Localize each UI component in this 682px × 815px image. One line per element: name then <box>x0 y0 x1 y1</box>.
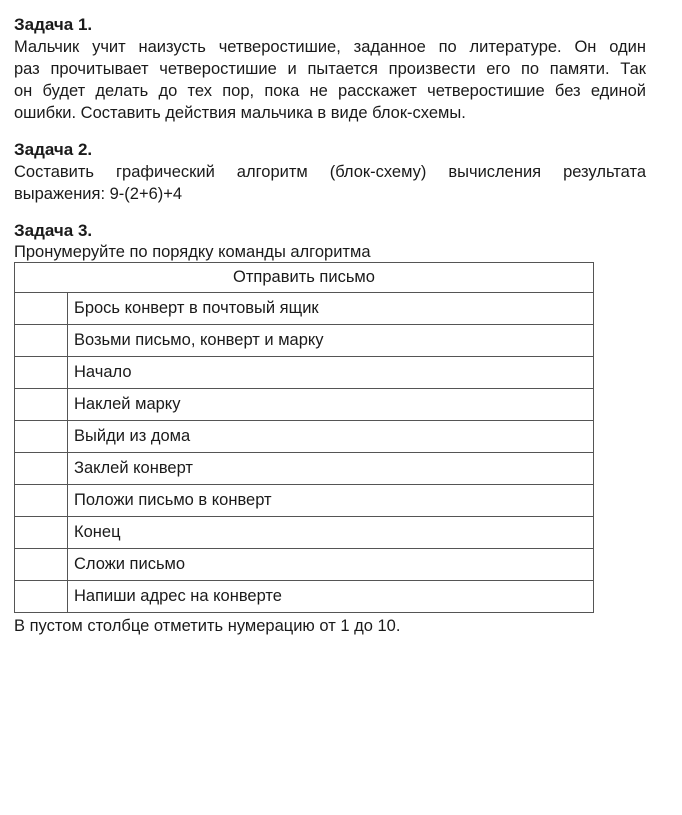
task-3-intro: Пронумеруйте по порядку команды алгоритма <box>14 243 371 261</box>
number-cell[interactable] <box>15 421 68 453</box>
task-2-line: Составить графический алгоритм (блок-схему) вычисления результата <box>14 163 646 181</box>
task-1-title: Задача 1. <box>14 15 93 34</box>
command-cell: Сложи письмо <box>68 549 594 581</box>
command-cell: Выйди из дома <box>68 421 594 453</box>
number-cell[interactable] <box>15 453 68 485</box>
number-cell[interactable] <box>15 357 68 389</box>
table-row <box>15 581 594 613</box>
task-1 <box>14 14 646 124</box>
command-cell: Конец <box>68 517 594 549</box>
algorithm-table <box>14 262 594 613</box>
command-cell: Напиши адрес на конверте <box>68 581 594 613</box>
number-cell[interactable] <box>15 581 68 613</box>
number-cell[interactable] <box>15 389 68 421</box>
task-2-line: выражения: 9-(2+6)+4 <box>14 185 183 203</box>
table-row <box>15 357 594 389</box>
table-row <box>15 389 594 421</box>
number-cell[interactable] <box>15 485 68 517</box>
task-3 <box>14 220 646 637</box>
task-1-line: он будет делать до тех пор, пока не расскажет четверостишие без единой <box>14 82 646 100</box>
table-row <box>15 293 594 325</box>
task-1-line: раз прочитывает четверостишие и пытается произвести его по памяти. Так <box>14 60 646 78</box>
table-header: Отправить письмо <box>15 263 594 293</box>
command-cell: Возьми письмо, конверт и марку <box>68 325 594 357</box>
command-cell: Заклей конверт <box>68 453 594 485</box>
number-cell[interactable] <box>15 517 68 549</box>
table-row <box>15 517 594 549</box>
table-row <box>15 421 594 453</box>
task-2 <box>14 139 646 205</box>
command-cell: Положи письмо в конверт <box>68 485 594 517</box>
table-row <box>15 453 594 485</box>
number-cell[interactable] <box>15 293 68 325</box>
task-1-line: ошибки. Составить действия мальчика в виде блок-схемы. <box>14 104 466 122</box>
table-row <box>15 549 594 581</box>
task-1-text <box>14 36 646 124</box>
task-3-title: Задача 3. <box>14 221 93 240</box>
task-2-text <box>14 161 646 205</box>
table-row <box>15 485 594 517</box>
command-cell: Брось конверт в почтовый ящик <box>68 293 594 325</box>
number-cell[interactable] <box>15 325 68 357</box>
worksheet <box>14 14 646 637</box>
task-3-note: В пустом столбце отметить нумерацию от 1 до 10. <box>14 617 401 635</box>
command-cell: Начало <box>68 357 594 389</box>
task-2-title: Задача 2. <box>14 140 93 159</box>
number-cell[interactable] <box>15 549 68 581</box>
table-row <box>15 325 594 357</box>
task-1-line: Мальчик учит наизусть четверостишие, заданное по литературе. Он один <box>14 38 646 56</box>
command-cell: Наклей марку <box>68 389 594 421</box>
table-header-row <box>15 263 594 293</box>
